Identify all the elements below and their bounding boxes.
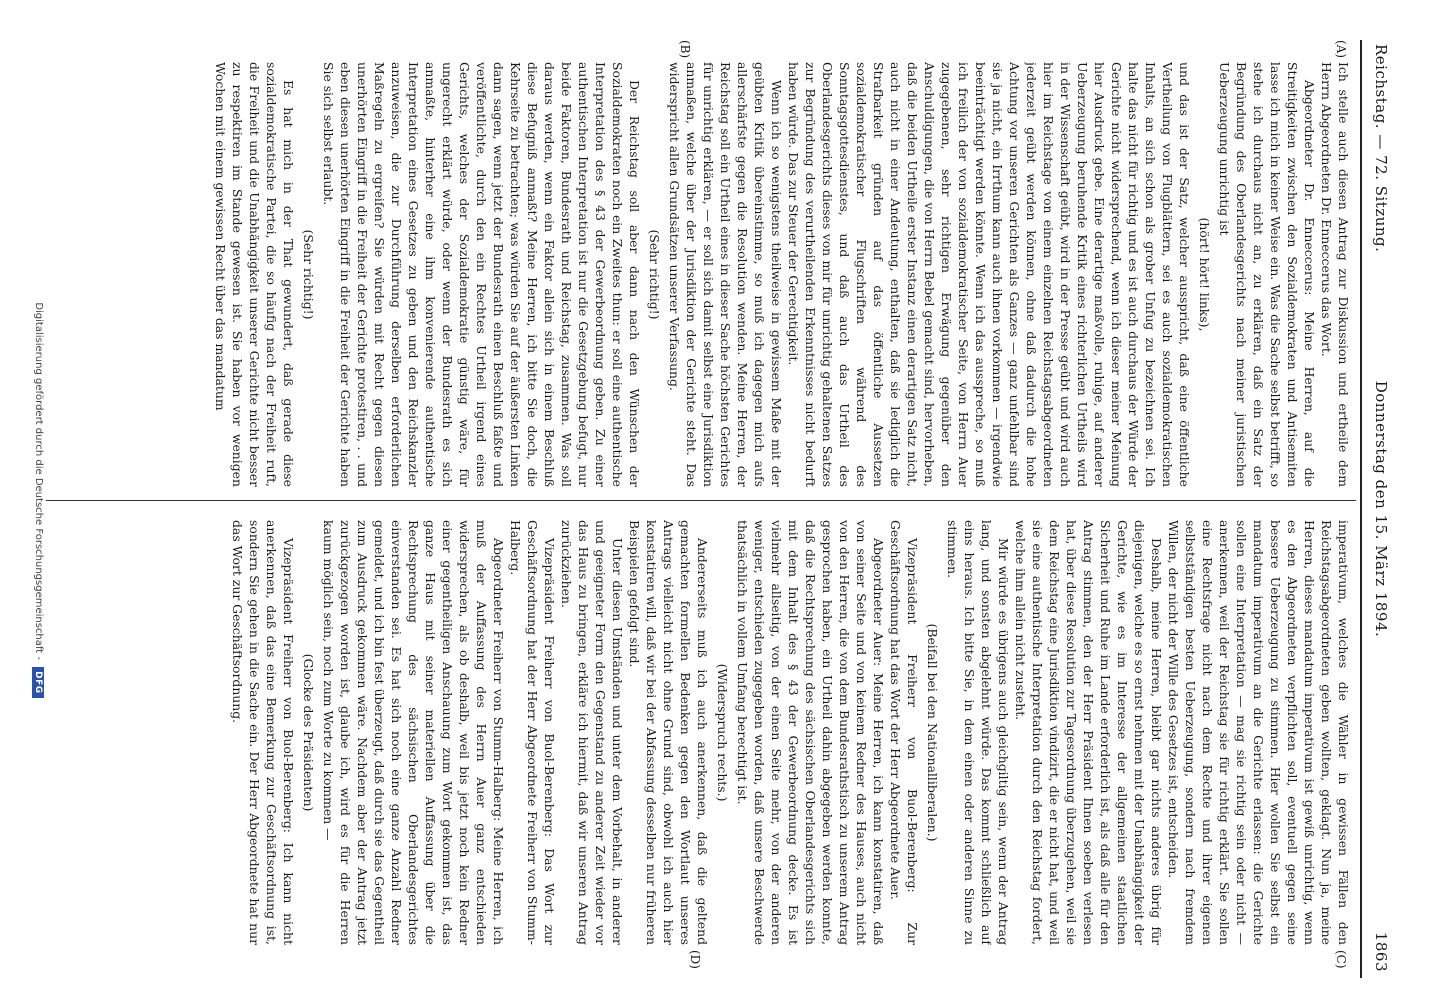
interjection: (Glocke des Präsidenten)	[301, 653, 316, 812]
paragraph: imperativum, welches die Wähler in gewissen Fällen den Reichstagsabgeordneten geben wollten, geklagt. Nun ja, meine Herren, dieses mandatum imperativum ist gewiß unrichtig, wenn es den Abgeordneten verpflichten soll, eventuell gegen seine bessere Ueberzeugung zu stimmen. Hier wollen Sie selbst ein mandatum imperativum an die Gerichte erlassen: die Gerichte sollen eine Interpretation — mag sie richtig sein oder nicht — anerkennen, weil der Reichstag sie für richtig erklärt. Sie sollen eine Rechtsfrage nicht nach dem Rechte und ihrer eigenen selbstständigen besten Ueberzeugung, sondern nach fremdem Willen, der nicht der Wille des Gesetzes ist, entscheiden.	[1166, 520, 1351, 945]
page-header	[1366, 40, 1396, 978]
paragraph: Unter diesen Umständen und unter dem Vorbehalt, in anderer und geeigneter Form den Gegenstand zu anderer Zeit wieder vor das Haus zu bringen, erkläre ich hiermit, daß wir unseren Antrag zurückziehen.	[559, 520, 625, 945]
interjection: (Beifall bei den Nationalliberalen.)	[925, 623, 940, 842]
margin-marker-c: (C)	[1334, 950, 1348, 969]
left-text-column	[12, 62, 1352, 487]
paragraph: Ich stelle auch diesen Antrag zur Diskussion und ertheile dem Herrn Abgeordneten Dr. Enneccerus das Wort.	[1319, 62, 1351, 487]
paragraph: Es hat mich in der That gewundert, daß gerade diese sozialdemokratische Partei, die so häufig nach der Freiheit ruft, die Freiheit und die Unabhängigkeit unserer Gerichte nicht besser zu respektiren im Stande gewesen ist. Sie haben vor wenigen Wochen mit einem gewissen Recht über das mandatum	[213, 62, 296, 487]
margin-marker-d: (D)	[688, 950, 702, 969]
paragraph: Abgeordneter Freiherr von Stumm-Halberg: Meine Herren, ich muß der Auffassung des Herrn Auer ganz entschieden widersprechen, als ob deshalb, weil bis jetzt noch kein Redner einer gegentheiligen Anschauung zum Wort gekommen ist, das ganze Haus mit seiner materiellen Auffassung über die Rechtsprechung des sächsischen Oberlandesgerichtes einverstanden sei. Es hat sich noch eine ganze Anzahl Redner gemeldet, und ich bin fest überzeugt, daß durch sie das Gegentheil zum Ausdruck gekommen wäre. Nachdem aber der Antrag jetzt zurückgezogen worden ist, glaube ich, wird es für die Herren kaum möglich sein, noch zum Worte zu kommen —	[321, 520, 506, 945]
interjection: (Sehr richtig!)	[647, 229, 662, 320]
paragraph: Der Reichstag soll aber dann nach den Wünschen der Sozialdemokraten noch ein Zweites thun: er soll eine authentische Interpretation des § 43 der Gewerbeordnung geben. Zu einer authentischen Interpretation ist nur die Gesetzgebung befugt, nur beide Faktoren, Bundesrath und Reichstag, zusammen. Was soll daraus werden, wenn ein Faktor allein sich in einem Beschluß diese Befugniß anmaßt? Meine Herren, ich bitte Sie doch, die Kehrseite zu betrachten; was würden Sie auf der äußersten Linken dann sagen, wenn jetzt der Bundesrath einen Beschluß faßte und veröffentlichte, durch den ein Rechtes Urtheil irgend eines Gerichts, welches der Sozialdemokratie günstig wäre, für ungerecht erklärt würde, oder wenn der Bundesrath es sich anmaßte, hinterher eine ihm konvenierende authentische Interpretation eines Gesetzes zu geben und den Reichskanzler anzuweisen, die zur Durchführung derselben erforderlichen Maßregeln zu ergreifen? Sie würden mit Recht gegen diesen unerhörten Eingriff in die Freiheit der Gerichte protestiren, . . und eben diesen unerhörten Eingriff in die Freiheit der Gerichte haben Sie sich selbst erlaubt.	[321, 62, 642, 487]
paragraph: Deshalb, meine Herren, bleibt gar nichts anderes übrig für diejenigen, welche es so ernst nehmen mit der Unabhängigkeit der Gerichte, wie es im Interesse der allgemeinen staatlichen Sicherheit und Ruhe im Lande erforderlich ist, als daß alle für den Antrag stimmen, den der Herr Präsident Ihnen soeben verlesen hat, über diese Resolution zur Tagesordnung überzugehen, weil sie dem Reichstag eine Jurisdiktion vindizirt, die er nicht hat, und weil sie eine authentische Interpretation durch den Reichstag fordert, welche ihm allein nicht zusteht.	[1013, 520, 1164, 945]
paragraph: Andererseits muß ich auch anerkennen, daß die geltend gemachten formellen Bedenken gegen den Wortlaut unseres Antrags vielleicht nicht ohne Grund sind, obwohl ich auch hier konstatiren will, daß wir bei der Abfassung desselben nur früheren Beispielen gefolgt sind.	[627, 520, 710, 945]
interjection: (Widerspruch rechts.)	[715, 663, 730, 802]
paragraph: Vizepräsident Freiherr von Buol-Berenberg: Zur Geschäftsordnung hat das Wort der Herr Abgeordnete Auer.	[888, 520, 920, 945]
header-session: Reichstag. — 72. Sitzung.	[1372, 44, 1390, 253]
margin-marker-b: (B)	[678, 40, 692, 59]
margin-marker-a: (A)	[1334, 40, 1348, 59]
header-page-number: 1863	[1372, 931, 1390, 972]
paragraph: Vizepräsident Freiherr von Buol-Berenberg: Das Wort zur Geschäftsordnung hat der Herr Abgeordnete Freiherr von Stumm-Halberg.	[508, 520, 557, 945]
paragraph: Mir würde es übrigens auch gleichgiltig sein, wenn der Antrag lang, und sonsten abgelehnt würde. Das kommt schließlich auf eins heraus. Ich bitte Sie, in dem einen oder anderen Sinne zu stimmen.	[945, 520, 1011, 945]
interjection: (hört! hört! links),	[1197, 217, 1212, 332]
paragraph: Wenn ich so wenigstens theilweise in gewissem Maße mit der geübten Kritik übereinstimme, so muß ich dagegen mich aufs allerschärfste gegen die Resolution wenden. Meine Herren, der Reichstag soll ein Urtheil eines in dieser Sache höchsten Gerichtes für unrichtig erklären, — er soll sich damit selbst eine Jurisdiktion anmaßen, welche über der Jurisdiktion der Gerichte steht. Das widerspricht allen Grundsätzen unserer Verfassung.	[667, 62, 784, 487]
column-divider	[46, 500, 1356, 501]
digitization-credit	[14, 40, 44, 960]
interjection: (Sehr richtig!)	[301, 229, 316, 320]
header-rule	[1360, 40, 1362, 978]
header-date: Donnerstag den 15. März 1894.	[1372, 380, 1390, 638]
paragraph: Vizepräsident Freiherr von Buol-Berenberg: Ich kann nicht anerkennen, daß das eine Bemerkung zur Geschäftsordnung ist, sondern Sie gehen in die Sache ein. Der Herr Abgeordnete hat nur das Wort zur Geschäftsordnung.	[230, 520, 296, 945]
paragraph: und das ist der Satz, welcher ausspricht, daß eine öffentliche Vertheilung von Flugblättern, sei es auch sozialdemokratischen Inhalts, an sich schon als grober Unfug zu bezeichnen sei. Ich halte das nicht für richtig und es ist auch durchaus der Würde der Gerichte nicht widersprechend, wenn ich dieser meiner Meinung hier Ausdruck gebe. Eine derartige maßvolle, ruhige, auf anderer Ueberzeugung beruhende Kritik eines richterlichen Urtheils wird in der Wissenschaft geübt, wird in der Presse geübt und wird auch hier im Reichstage von einem einzelnen Reichstagsabgeordneten jederzeit geübt werden können, ohne daß dadurch die hohe Achtung vor unseren Gerichten als Ganzes — ganz unfehlbar sind sie ja nicht, ein Irrthum kann auch ihnen vorkommen — irgendwie beeinträchtigt werden könnte. Wenn ich das ausspreche, so muß ich freilich der von sozialdemokratischer Seite, von Herrn Auer zugegebenen, sehr richtigen Erwägung gegenüber den Anschuldigungen, die von Herrn Bebel gemacht sind, hervorheben, daß die beiden Urtheile erster Instanz einen derartigen Satz nicht, auch nicht in einer Andeutung, enthalten, daß sie lediglich die Strafbarkeit gründen auf das öffentliche Aussetzen sozialdemokratischer Flugschriften während des Sonntagsgottesdienstes, und daß auch das Urtheil des Oberlandesgerichts dieses von mir für unrichtig gehaltenen Satzes zur Begründung des verurtheilenden Erkenntnisses nicht bedurft haben würde. Das zur Steuer der Gerechtigkeit.	[786, 62, 1192, 487]
paragraph: Abgeordneter Dr. Enneccerus: Meine Herren, auf die Streitigkeiten zwischen den Sozialdemokraten und Antisemiten lasse ich mich in keiner Weise ein. Was die Sache selbst betrifft, so stehe ich durchaus nicht an, zu erklären, daß ein Satz der Begründung des Oberlandesgerichts nach meiner juristischen Ueberzeugung unrichtig ist	[1217, 62, 1317, 487]
credit-text: Digitalisierung gefördert durch die Deutsche Forschungsgemeinschaft -	[33, 302, 44, 660]
dfg-logo-badge: DFG	[32, 667, 44, 698]
paragraph: Abgeordneter Auer: Meine Herren, ich kann konstatiren, daß von seiner Seite und von keinem Redner des Hauses, auch nicht von den Herren, die von dem Bundesrathstisch zu unserem Antrag gesprochen haben, ein Urtheil dahin abgegeben werden konnte, daß die Rechtsprechung des sächsischen Oberlandesgerichts sich mit dem Inhalt des § 43 der Gewerbeordnung decke. Es ist vielmehr allseitig, von der einen Seite mehr, von der anderen weniger, entschieden zugegeben worden, daß unsere Beschwerde thatsächlich in vollem Umfang berechtigt ist.	[735, 520, 886, 945]
right-text-column	[12, 520, 1352, 945]
